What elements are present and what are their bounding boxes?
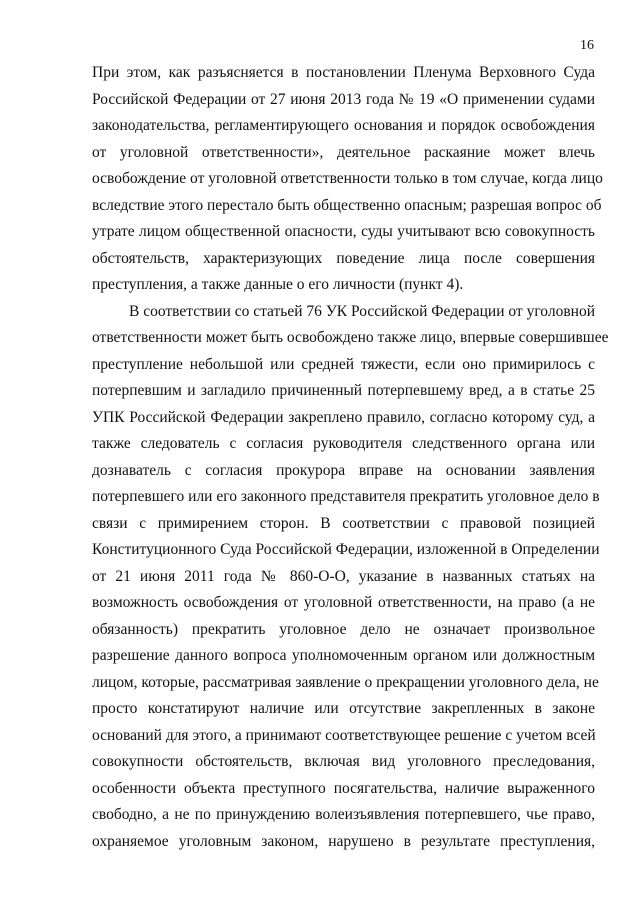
- text-line: При этом, как разъясняется в постановлении Пленума Верховного Суда: [92, 64, 595, 81]
- text-line: возможность освобождения от уголовной ответственности, на право (а не: [92, 594, 595, 611]
- text-line: особенности объекта преступного посягательства, наличие выраженного: [92, 779, 595, 797]
- page-number: 16: [580, 38, 594, 53]
- text-line: ответственности может быть освобождено также лицо, впервые совершившее: [92, 329, 609, 346]
- text-line: преступления, а также данные о его личности (пункт 4).: [92, 276, 464, 293]
- text-line: законодательства, регламентирующего основания и порядок освобождения: [92, 117, 595, 134]
- text-line: обстоятельств, характеризующих поведение лица после совершения: [92, 249, 595, 267]
- text-line: преступление небольшой или средней тяжести, если оно примирилось с: [92, 355, 595, 373]
- text-line: связи с примирением сторон. В соответствии с правовой позицией: [92, 514, 595, 532]
- text-line: оснований для этого, а принимают соответствующее решение с учетом всей: [92, 726, 596, 744]
- text-line: также следователь с согласия руководителя следственного органа или: [92, 435, 595, 452]
- text-line: от уголовной ответственности», деятельное раскаяние может влечь: [92, 143, 595, 161]
- text-line: просто констатируют наличие или отсутствие закрепленных в законе: [92, 700, 595, 717]
- text-line: В соответствии со статьей 76 УК Российской Федерации от уголовной: [129, 302, 595, 320]
- paragraph-2: [92, 299, 609, 856]
- text-line: охраняемое уголовным законом, нарушено в результате преступления,: [92, 832, 595, 850]
- text-line: Конституционного Суда Российской Федерации, изложенной в Определении: [92, 541, 600, 558]
- text-line: УПК Российской Федерации закреплено правило, согласно которому суд, а: [92, 408, 595, 426]
- text-line: потерпевшего или его законного представителя прекратить уголовное дело в: [92, 488, 600, 505]
- paragraph-1: [92, 60, 603, 299]
- text-line: утрате лицом общественной опасности, суды учитывают всю совокупность: [92, 223, 595, 240]
- body-text: [92, 60, 609, 855]
- text-line: свободно, а не по принуждению волеизъявления потерпевшего, чье право,: [92, 806, 595, 823]
- text-line: потерпевшим и загладило причиненный потерпевшему вред, а в статье 25: [92, 382, 595, 399]
- text-line: от 21 июня 2011 года № 860-О-О, указание в названных статьях на: [92, 567, 595, 585]
- text-line: вследствие этого перестало быть общественно опасным; разрешая вопрос об: [92, 196, 602, 214]
- text-line: лицом, которые, рассматривая заявление о прекращении уголовного дела, не: [92, 673, 599, 691]
- text-line: дознаватель с согласия прокурора вправе на основании заявления: [92, 461, 595, 479]
- text-line: обязанность) прекратить уголовное дело не означает произвольное: [92, 620, 595, 638]
- text-line: Российской Федерации от 27 июня 2013 года № 19 «О применении судами: [92, 90, 595, 108]
- text-line: освобождение от уголовной ответственности только в том случае, когда лицо: [92, 170, 603, 187]
- text-line: совокупности обстоятельств, включая вид уголовного преследования,: [92, 753, 595, 770]
- text-line: разрешение данного вопроса уполномоченным органом или должностным: [92, 647, 595, 664]
